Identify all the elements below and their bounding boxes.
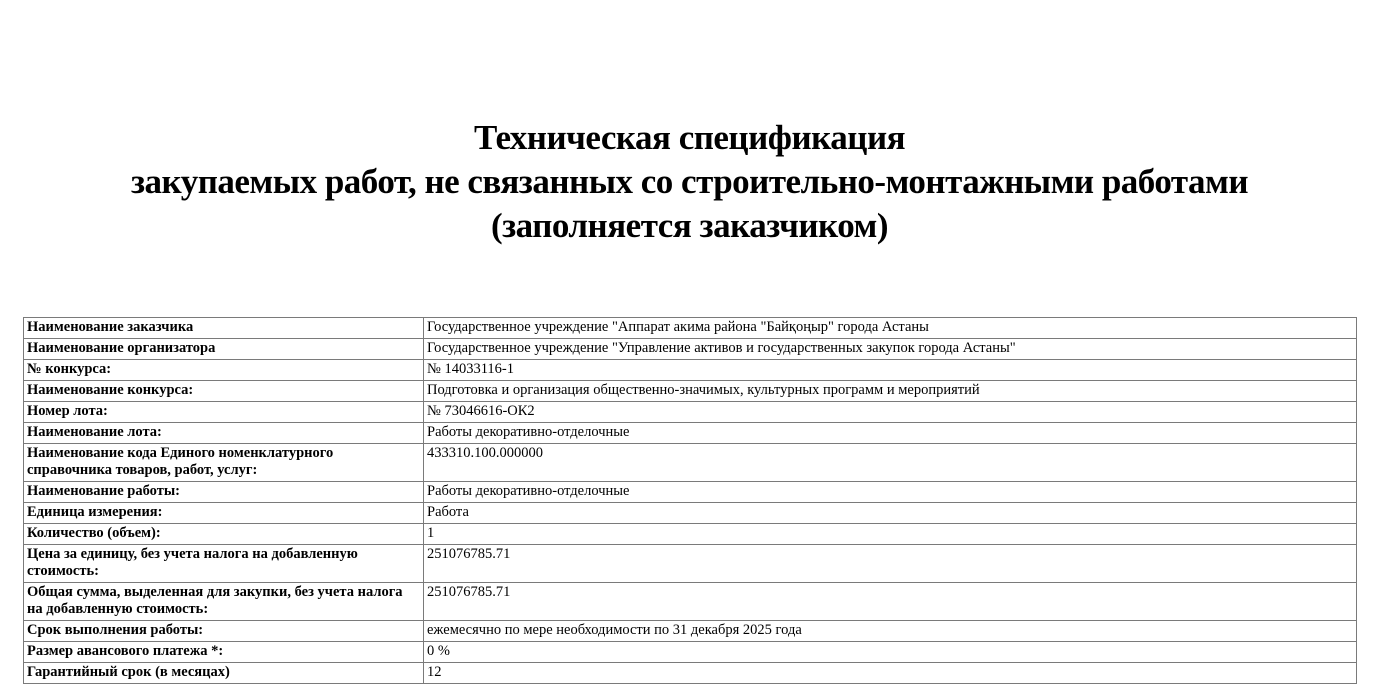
row-label-warranty-period: Гарантийный срок (в месяцах): [24, 663, 424, 684]
row-value-work-name: Работы декоративно-отделочные: [424, 482, 1357, 503]
row-label-ensk-code: Наименование кода Единого номенклатурного справочника товаров, работ, услуг:: [24, 444, 424, 482]
row-value-organizer-name: Государственное учреждение "Управление активов и государственных закупок города Астаны": [424, 339, 1357, 360]
row-label-unit-price-excl-vat: Цена за единицу, без учета налога на добавленную стоимость:: [24, 545, 424, 583]
table-row: [24, 444, 1357, 482]
row-value-lot-number: № 73046616-ОК2: [424, 402, 1357, 423]
row-label-lot-name: Наименование лота:: [24, 423, 424, 444]
table-row: [24, 339, 1357, 360]
document-title: [0, 0, 1379, 248]
table-row: [24, 503, 1357, 524]
row-label-total-sum-excl-vat: Общая сумма, выделенная для закупки, без учета налога на добавленную стоимость:: [24, 583, 424, 621]
row-label-unit-of-measure: Единица измерения:: [24, 503, 424, 524]
title-line-2: закупаемых работ, не связанных со строительно-монтажными работами: [130, 162, 1248, 201]
table-row: [24, 402, 1357, 423]
row-label-organizer-name: Наименование организатора: [24, 339, 424, 360]
table-row: [24, 621, 1357, 642]
table-row: [24, 360, 1357, 381]
row-value-ensk-code: 433310.100.000000: [424, 444, 1357, 482]
table-row: [24, 423, 1357, 444]
table-row: [24, 583, 1357, 621]
table-row: [24, 642, 1357, 663]
table-row: [24, 318, 1357, 339]
row-label-work-name: Наименование работы:: [24, 482, 424, 503]
row-label-lot-number: Номер лота:: [24, 402, 424, 423]
row-value-quantity: 1: [424, 524, 1357, 545]
row-value-warranty-period: 12: [424, 663, 1357, 684]
title-line-3: (заполняется заказчиком): [490, 206, 889, 245]
row-value-customer-name: Государственное учреждение "Аппарат акима района "Байқоңыр" города Астаны: [424, 318, 1357, 339]
table-row: [24, 524, 1357, 545]
row-value-work-period: ежемесячно по мере необходимости по 31 декабря 2025 года: [424, 621, 1357, 642]
row-label-tender-name: Наименование конкурса:: [24, 381, 424, 402]
table-row: [24, 545, 1357, 583]
table-row: [24, 381, 1357, 402]
row-label-customer-name: Наименование заказчика: [24, 318, 424, 339]
row-value-advance-payment: 0 %: [424, 642, 1357, 663]
specification-table: [23, 317, 1357, 684]
table-row: [24, 482, 1357, 503]
row-label-work-period: Срок выполнения работы:: [24, 621, 424, 642]
row-label-quantity: Количество (объем):: [24, 524, 424, 545]
table-row: [24, 663, 1357, 684]
row-value-unit-of-measure: Работа: [424, 503, 1357, 524]
row-value-lot-name: Работы декоративно-отделочные: [424, 423, 1357, 444]
title-line-1: Техническая спецификация: [473, 118, 906, 157]
row-value-tender-name: Подготовка и организация общественно-значимых, культурных программ и мероприятий: [424, 381, 1357, 402]
row-label-tender-number: № конкурса:: [24, 360, 424, 381]
row-label-advance-payment: Размер авансового платежа *:: [24, 642, 424, 663]
row-value-unit-price-excl-vat: 251076785.71: [424, 545, 1357, 583]
row-value-tender-number: № 14033116-1: [424, 360, 1357, 381]
row-value-total-sum-excl-vat: 251076785.71: [424, 583, 1357, 621]
